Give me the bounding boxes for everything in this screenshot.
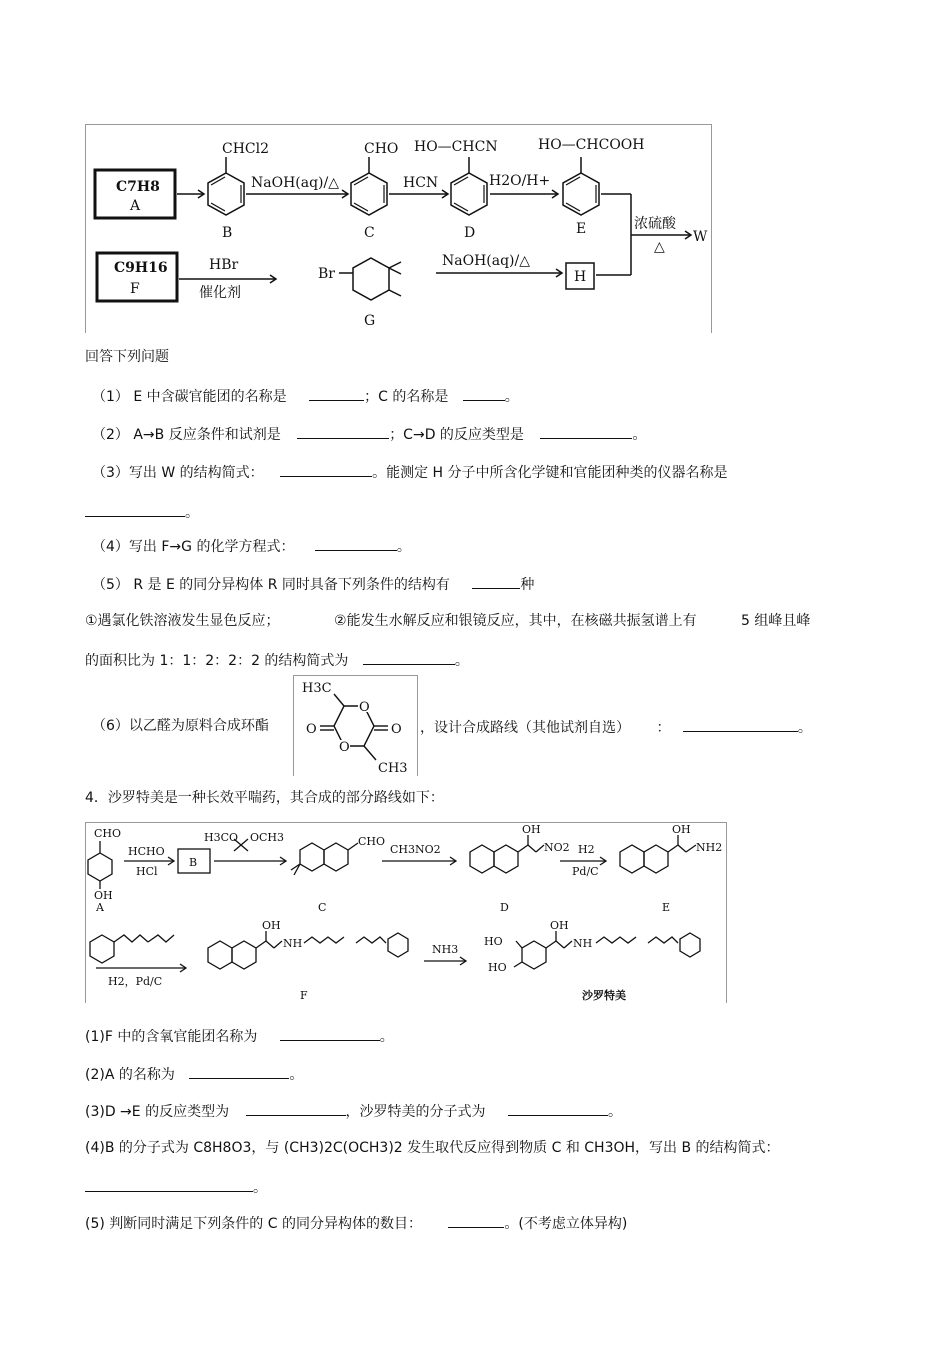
- q3-line-6b: ，设计合成路线（其他试剂自选） ： 。: [420, 717, 812, 737]
- d-substituent: HO—CHCN: [414, 139, 498, 155]
- reagent-bc1: H3CO: [204, 831, 239, 844]
- answer-blank[interactable]: [363, 650, 455, 665]
- cond-ab: NaOH(aq)/△: [251, 175, 339, 191]
- cond-cd: HCN: [403, 175, 439, 191]
- answer-blank[interactable]: [297, 424, 389, 439]
- cond-ab2: HCl: [136, 865, 158, 878]
- q4-line-3: (3)D →E 的反应类型为 ，沙罗特美的分子式为 。: [85, 1101, 622, 1121]
- ring-ch3-bottom: CH3: [378, 761, 408, 776]
- q3-cond-line-2: 的面积比为 1：1：2：2：2 的结构简式为 。: [85, 650, 469, 670]
- g-label: G: [364, 313, 376, 329]
- q3-line-3b: 。: [85, 502, 199, 522]
- f-formula: C9H16: [114, 260, 168, 276]
- answer-blank[interactable]: [280, 462, 372, 477]
- h-label: H: [574, 269, 587, 285]
- cond-w-top: 浓硫酸: [634, 216, 676, 232]
- p-nh: NH: [573, 937, 593, 950]
- b-label: B: [189, 856, 198, 869]
- p-oh: OH: [550, 919, 569, 932]
- p-ho1: HO: [484, 935, 503, 948]
- e-label: E: [662, 901, 671, 914]
- d-oh: OH: [522, 823, 541, 836]
- cond-de: H2O/H+: [489, 173, 551, 189]
- a-label: A: [130, 198, 141, 214]
- cond-gh: NaOH(aq)/△: [442, 253, 530, 269]
- answer-blank[interactable]: [246, 1101, 346, 1116]
- answer-blank[interactable]: [280, 1026, 380, 1041]
- a-oh: OH: [94, 889, 113, 902]
- q3-line-3: （3）写出 W 的结构简式： 。能测定 H 分子中所含化学键和官能团种类的仪器名称是: [92, 462, 728, 482]
- cyclic-ester-structure: [293, 675, 418, 776]
- q3-intro: 回答下列问题: [85, 349, 169, 365]
- scheme-2: [85, 822, 727, 1003]
- b-label: B: [222, 225, 233, 241]
- q3-line-1: （1） E 中含碳官能团的名称是 ；C 的名称是 。: [92, 386, 519, 406]
- p-ho2: HO: [488, 961, 507, 974]
- e-nh2: NH2: [696, 841, 723, 854]
- reagent-bc2: OCH3: [250, 831, 285, 844]
- c-label: C: [318, 901, 327, 914]
- ring-o-left: O: [306, 722, 317, 737]
- ring-ch3-top: H3C: [302, 681, 332, 696]
- cond-fg-bottom: 催化剂: [199, 285, 241, 301]
- answer-blank[interactable]: [472, 574, 520, 589]
- cond-ef: H2，Pd/C: [108, 975, 163, 988]
- e-oh: OH: [672, 823, 691, 836]
- e-substituent: HO—CHCOOH: [538, 137, 645, 153]
- cond-final: NH3: [432, 943, 459, 956]
- q3-line-6: （6）以乙醛为原料合成环酯: [92, 718, 269, 734]
- d-no2: NO2: [544, 841, 570, 854]
- cond-w-bottom: △: [654, 239, 665, 255]
- answer-blank[interactable]: [85, 1177, 253, 1192]
- cond-de2: Pd/C: [572, 865, 599, 878]
- p-label: 沙罗特美: [582, 989, 626, 1002]
- q4-line-1: (1)F 中的含氧官能团名称为 。: [85, 1026, 394, 1046]
- c-cho: CHO: [358, 835, 386, 848]
- a-label: A: [96, 901, 104, 914]
- answer-blank[interactable]: [540, 424, 632, 439]
- f-label: F: [300, 989, 308, 1002]
- b-substituent: CHCl2: [222, 141, 270, 157]
- cond-ab1: HCHO: [128, 845, 165, 858]
- c-substituent: CHO: [364, 141, 399, 157]
- answer-blank[interactable]: [683, 717, 798, 732]
- cond-cd: CH3NO2: [390, 843, 441, 856]
- q4-title: 4．沙罗特美是一种长效平喘药，其合成的部分路线如下：: [85, 790, 444, 806]
- f-oh: OH: [262, 919, 281, 932]
- ring-o-top: O: [359, 700, 370, 715]
- answer-blank[interactable]: [463, 386, 505, 401]
- q3-line-5: （5） R 是 E 的同分异构体 R 同时具备下列条件的结构有 种: [92, 574, 534, 594]
- f-nh: NH: [283, 937, 303, 950]
- q3-cond-line: ①遇氯化铁溶液发生显色反应； ②能发生水解反应和银镜反应，其中，在核磁共振氢谱上有 5 组峰且峰: [85, 613, 811, 629]
- answer-blank[interactable]: [508, 1101, 608, 1116]
- q4-line-5: (5) 判断同时满足下列条件的 C 的同分异构体的数目： 。(不考虑立体异构): [85, 1213, 627, 1233]
- q4-line-4: (4)B 的分子式为 C8H8O3，与 (CH3)2C(OCH3)2 发生取代反应得到物质 C 和 CH3OH，写出 B 的结构简式：: [85, 1140, 780, 1156]
- cond-de1: H2: [578, 843, 595, 856]
- cond-fg-top: HBr: [209, 257, 239, 273]
- answer-blank[interactable]: [309, 386, 364, 401]
- cyclic-ester-svg: [294, 676, 417, 776]
- a-cho: CHO: [94, 827, 122, 840]
- ring-o-right: O: [391, 722, 402, 737]
- q4-line-2: (2)A 的名称为 。: [85, 1064, 303, 1084]
- q3-line-2: （2） A→B 反应条件和试剂是 ；C→D 的反应类型是 。: [92, 424, 646, 444]
- g-br: Br: [318, 266, 335, 282]
- q3-line-4: （4）写出 F→G 的化学方程式： 。: [92, 536, 411, 556]
- scheme-1: [85, 124, 712, 333]
- answer-blank[interactable]: [189, 1064, 289, 1079]
- f-label: F: [130, 281, 140, 297]
- d-label: D: [500, 901, 509, 914]
- c-label: C: [364, 225, 375, 241]
- scheme-1-svg: [86, 125, 711, 333]
- w-label: W: [693, 229, 708, 245]
- a-formula: C7H8: [116, 179, 160, 195]
- q4-line-4b: 。: [85, 1177, 267, 1197]
- answer-blank[interactable]: [85, 502, 185, 517]
- answer-blank[interactable]: [315, 536, 397, 551]
- d-label: D: [464, 225, 476, 241]
- e-label: E: [576, 221, 587, 237]
- scheme-2-svg: [86, 823, 726, 1003]
- answer-blank[interactable]: [448, 1213, 504, 1228]
- ring-o-bottom: O: [339, 740, 350, 755]
